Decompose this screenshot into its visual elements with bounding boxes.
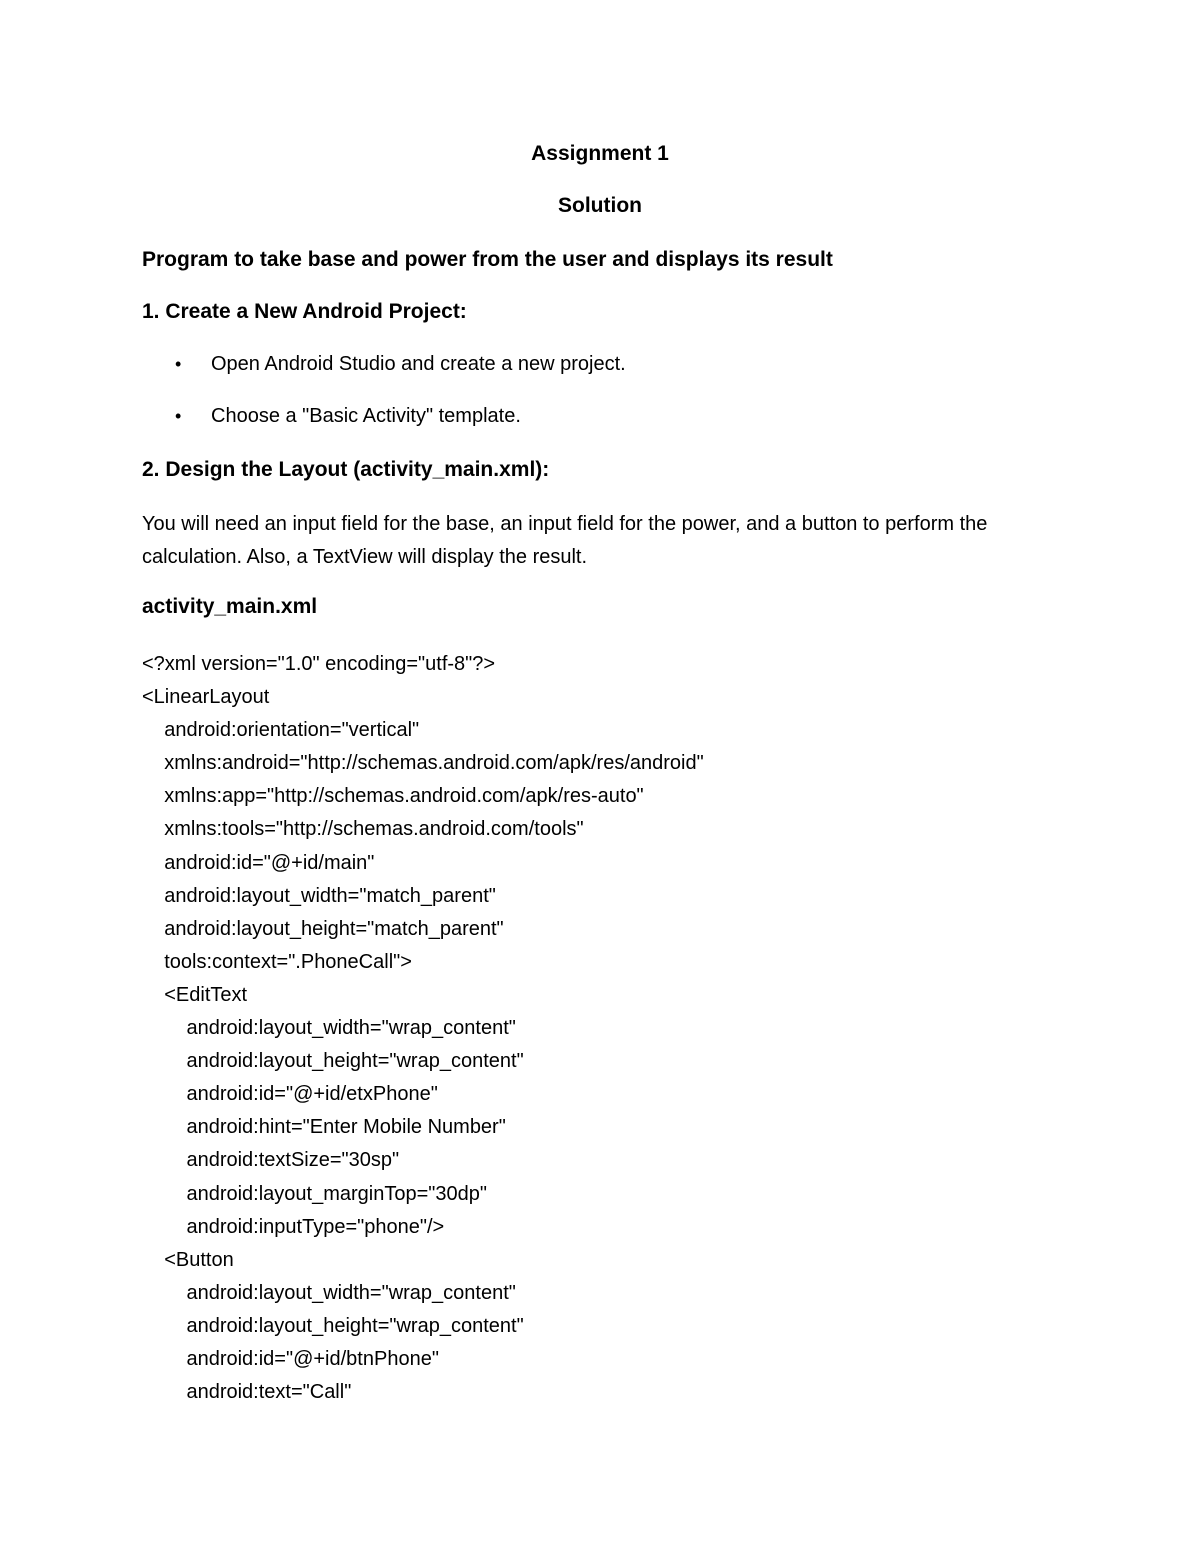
code-line: xmlns:app="http://schemas.android.com/apk/res-auto" (142, 785, 644, 808)
code-block (142, 648, 704, 1409)
document-subtitle: Solution (558, 194, 642, 217)
code-line: android:text="Call" (142, 1381, 352, 1404)
code-line: android:id="@+id/main" (142, 851, 375, 874)
bullet-text: Open Android Studio and create a new project. (211, 353, 626, 375)
code-line: android:layout_height="wrap_content" (142, 1050, 524, 1073)
code-line: <EditText (142, 983, 248, 1006)
code-line: android:orientation="vertical" (142, 719, 420, 742)
code-line: <?xml version="1.0" encoding="utf-8"?> (142, 653, 496, 675)
code-line: <Button (142, 1248, 234, 1271)
file-heading: activity_main.xml (142, 595, 318, 618)
bullet-icon: • (175, 354, 182, 374)
code-line: android:layout_width="wrap_content" (142, 1017, 516, 1040)
step2-heading: 2. Design the Layout (activity_main.xml): (142, 458, 550, 481)
step2-paragraph: You will need an input field for the base, an input field for the power, and a button to perform the calculation. Also, a TextView will display the result. (142, 513, 988, 568)
code-line: android:layout_height="match_parent" (142, 917, 504, 940)
code-line: android:layout_width="wrap_content" (142, 1281, 516, 1304)
code-line: android:id="@+id/btnPhone" (142, 1347, 439, 1370)
bullet-item (175, 353, 626, 376)
bullet-item (175, 405, 521, 428)
code-line: <LinearLayout (142, 686, 270, 709)
code-line: android:textSize="30sp" (142, 1149, 400, 1172)
code-line: android:layout_height="wrap_content" (142, 1314, 524, 1337)
code-line: android:layout_marginTop="30dp" (142, 1182, 487, 1205)
code-line: xmlns:android="http://schemas.android.com/apk/res/android" (142, 752, 704, 775)
code-line: android:id="@+id/etxPhone" (142, 1083, 438, 1106)
bullet-text: Choose a "Basic Activity" template. (211, 405, 521, 427)
code-line: android:inputType="phone"/> (142, 1215, 445, 1238)
intro-heading: Program to take base and power from the user and displays its result (142, 248, 833, 271)
code-line: xmlns:tools="http://schemas.android.com/tools" (142, 818, 584, 841)
code-line: android:hint="Enter Mobile Number" (142, 1116, 506, 1139)
step1-heading: 1. Create a New Android Project: (142, 300, 467, 323)
document-title: Assignment 1 (531, 142, 669, 165)
code-line: tools:context=".PhoneCall"> (142, 950, 412, 973)
bullet-icon: • (175, 406, 182, 426)
code-line: android:layout_width="match_parent" (142, 884, 496, 907)
